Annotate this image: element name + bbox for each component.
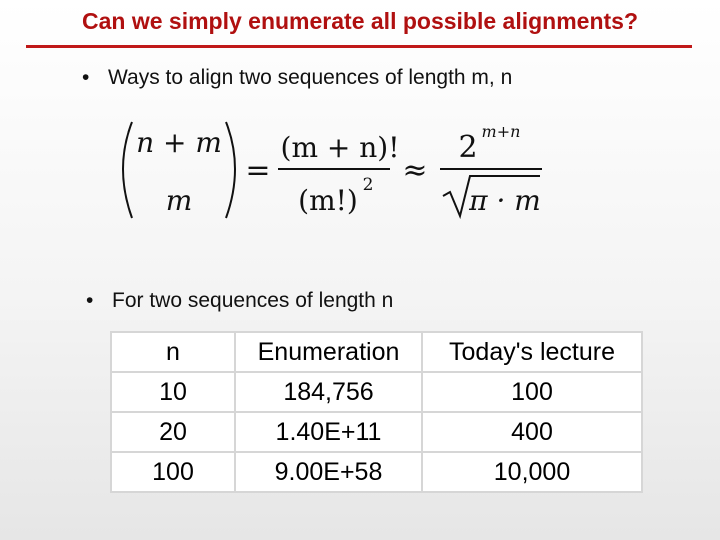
header-n: n	[111, 332, 235, 372]
bullet-marker: •	[82, 66, 90, 89]
table-cell: 9.00E+58	[235, 452, 422, 492]
binomial-left-paren	[123, 122, 132, 218]
table-cell: 400	[422, 412, 642, 452]
enumeration-table	[110, 331, 643, 493]
fraction2-numerator: 2	[458, 130, 478, 165]
bullet-text: Ways to align two sequences of length m, n	[108, 66, 513, 89]
table-row	[111, 412, 642, 452]
fraction1-denominator-exponent: 2	[362, 175, 374, 195]
formula-svg	[110, 110, 550, 228]
fraction2-numerator-exponent: m+n	[481, 122, 521, 141]
table-header-row	[111, 332, 642, 372]
bullet-two-sequences	[86, 289, 393, 313]
alignment-count-formula	[110, 110, 550, 233]
table-cell: 184,756	[235, 372, 422, 412]
table-cell: 20	[111, 412, 235, 452]
bullet-text: For two sequences of length n	[112, 289, 394, 312]
fraction1-numerator: (m + n)!	[280, 131, 400, 164]
table-cell: 10	[111, 372, 235, 412]
table-row	[111, 372, 642, 412]
table-cell: 100	[111, 452, 235, 492]
header-todays-lecture: Today's lecture	[422, 332, 642, 372]
equals-sign: =	[245, 153, 271, 188]
fraction2-denominator: π · m	[469, 184, 541, 217]
approx-sign: ≈	[402, 153, 428, 188]
binomial-top: n + m	[136, 126, 222, 159]
bullet-ways-to-align	[82, 66, 512, 90]
bullet-marker: •	[86, 289, 94, 312]
binomial-right-paren	[226, 122, 235, 218]
table-cell: 10,000	[422, 452, 642, 492]
table-cell: 100	[422, 372, 642, 412]
table-row	[111, 452, 642, 492]
binomial-bottom: m	[165, 184, 193, 217]
header-enumeration: Enumeration	[235, 332, 422, 372]
fraction1-denominator: (m!)	[298, 184, 358, 217]
slide-title: Can we simply enumerate all possible alignments?	[82, 8, 638, 34]
table-cell: 1.40E+11	[235, 412, 422, 452]
title-underline	[26, 45, 692, 48]
